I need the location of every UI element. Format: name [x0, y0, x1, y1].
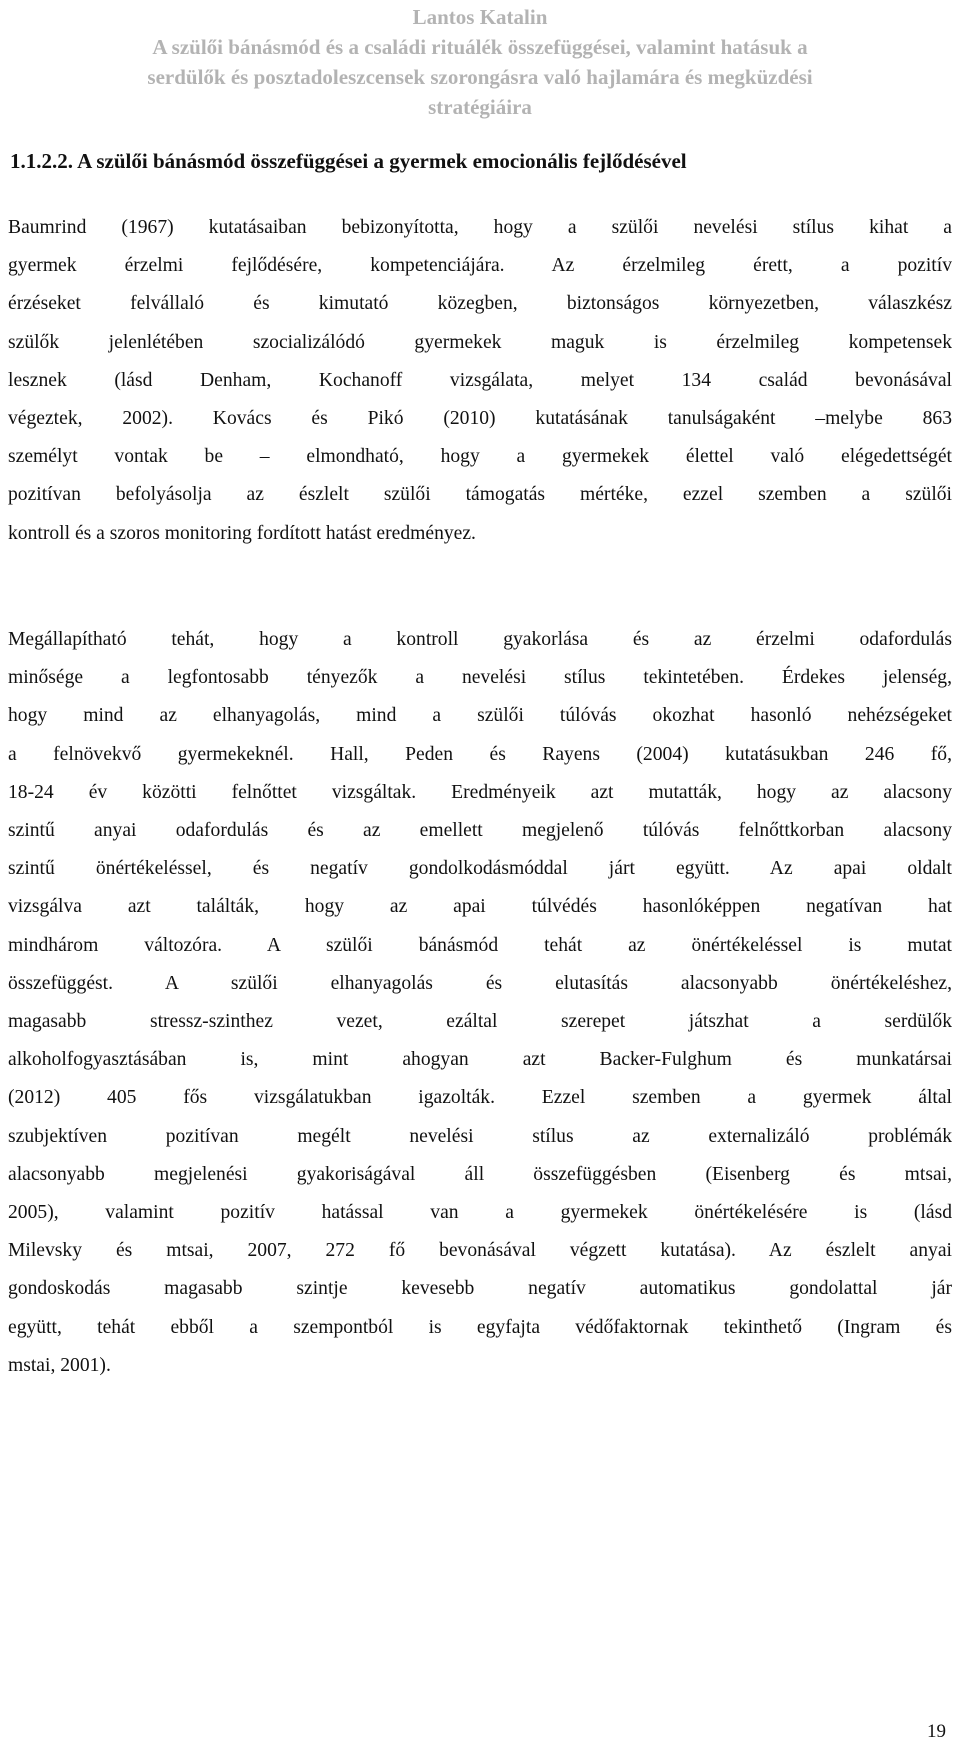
text-line: 2005), valamint pozitív hatással van a gyermekek önértékelésére is (lásd	[8, 1202, 952, 1224]
text-line: a felnövekvő gyermekeknél. Hall, Peden és Rayens (2004) kutatásukban 246 fő,	[8, 743, 952, 765]
section-heading: 1.1.2.2. A szülői bánásmód összefüggései a gyermek emocionális fejlődésével	[10, 149, 687, 173]
text-line: (2012) 405 fős vizsgálatukban igazolták. Ezzel szemben a gyermek által	[8, 1087, 952, 1109]
text-line: szintű anyai odafordulás és az emellett megjelenő túlóvás felnőttkorban alacsony	[8, 820, 952, 842]
text-line: mindhárom változóra. A szülői bánásmód tehát az önértékeléssel is mutat	[8, 934, 952, 956]
text-line: Megállapítható tehát, hogy a kontroll gyakorlása és az érzelmi odafordulás	[8, 629, 952, 650]
text-line: vizsgálva azt találták, hogy az apai túlvédés hasonlóképpen negatívan hat	[8, 896, 952, 918]
text-line: kontroll és a szoros monitoring fordított hatást eredményez.	[8, 522, 476, 544]
text-line: szülők jelenlétében szocializálódó gyermekek maguk is érzelmileg kompetensek	[8, 331, 952, 353]
text-line: gyermek érzelmi fejlődésére, kompetenciájára. Az érzelmileg érett, a pozitív	[8, 255, 952, 277]
text-line: végeztek, 2002). Kovács és Pikó (2010) kutatásának tanulságaként –melybe 863	[8, 408, 952, 430]
text-line: Milevsky és mtsai, 2007, 272 fő bevonásával végzett kutatása). Az észlelt anyai	[8, 1240, 952, 1262]
text-line: hogy mind az elhanyagolás, mind a szülői túlóvás okozhat hasonló nehézségeket	[8, 705, 952, 727]
paragraph-1	[8, 209, 952, 553]
header-author: Lantos Katalin	[412, 5, 548, 29]
paragraph-2	[8, 621, 952, 1385]
header-title-line: A szülői bánásmód és a családi rituálék összefüggései, valamint hatásuk a	[152, 35, 808, 59]
running-header	[0, 2, 960, 122]
text-line: alacsonyabb megjelenési gyakoriságával áll összefüggésben (Eisenberg és mtsai,	[8, 1163, 952, 1185]
text-line: mstai, 2001).	[8, 1354, 111, 1376]
text-line: szintű önértékeléssel, és negatív gondolkodásmóddal járt együtt. Az apai oldalt	[8, 858, 952, 880]
text-line: minősége a legfontosabb tényezők a nevelési stílus tekintetében. Érdekes jelenség,	[8, 667, 952, 689]
text-line: lesznek (lásd Denham, Kochanoff vizsgálata, melyet 134 család bevonásával	[8, 369, 952, 391]
header-title-line: serdülők és posztadoleszcensek szorongásra való hajlamára és megküzdési	[147, 65, 813, 89]
text-line: Baumrind (1967) kutatásaiban bebizonyította, hogy a szülői nevelési stílus kihat a	[8, 217, 952, 238]
text-line: 18-24 év közötti felnőttet vizsgáltak. Eredményeik azt mutatták, hogy az alacsony	[8, 781, 952, 803]
text-line: együtt, tehát ebből a szempontból is egyfajta védőfaktornak tekinthető (Ingram és	[8, 1316, 952, 1338]
header-title-line: stratégiáira	[428, 95, 532, 119]
text-line: magasabb stressz-szinthez vezet, ezáltal szerepet játszhat a serdülők	[8, 1011, 952, 1033]
text-line: pozitívan befolyásolja az észlelt szülői támogatás mértéke, ezzel szemben a szülői	[8, 484, 952, 506]
text-line: gondoskodás magasabb szintje kevesebb negatív automatikus gondolattal jár	[8, 1278, 952, 1300]
text-line: összefüggést. A szülői elhanyagolás és elutasítás alacsonyabb önértékeléshez,	[8, 972, 952, 994]
text-line: személyt vontak be – elmondható, hogy a gyermekek élettel való elégedettségét	[8, 446, 952, 468]
text-line: szubjektíven pozitívan megélt nevelési stílus az externalizáló problémák	[8, 1125, 952, 1147]
text-line: érzéseket felvállaló és kimutató közegben, biztonságos környezetben, válaszkész	[8, 293, 952, 315]
page-number: 19	[927, 1721, 946, 1742]
text-line: alkoholfogyasztásában is, mint ahogyan azt Backer-Fulghum és munkatársai	[8, 1049, 952, 1071]
